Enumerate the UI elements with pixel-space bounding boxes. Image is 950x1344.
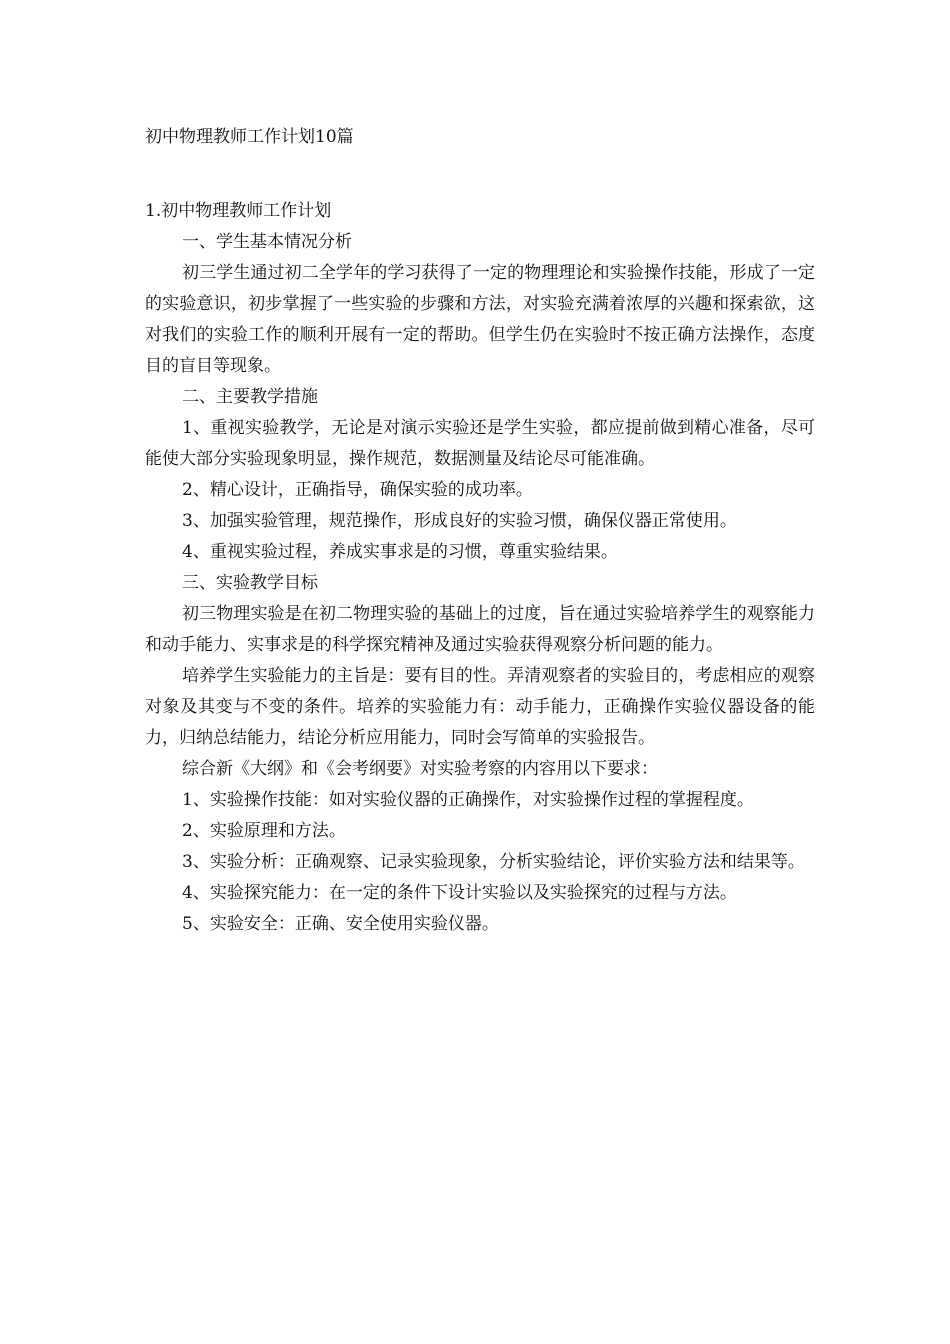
list-item: 3、加强实验管理，规范操作，形成良好的实验习惯，确保仪器正常使用。 (182, 511, 737, 531)
list-item: 3、实验分析：正确观察、记录实验现象，分析实验结论，评价实验方法和结果等。 (182, 852, 805, 872)
list-item: 4、实验探究能力：在一定的条件下设计实验以及实验探究的过程与方法。 (182, 883, 737, 903)
document-body (145, 196, 815, 940)
paragraph: 初三学生通过初二全学年的学习获得了一定的物理理论和实验操作技能，形成了一定的实验意识，初步掌握了一些实验的步骤和方法，对实验充满着浓厚的兴趣和探索欲，这对我们的实验工作的顺利开展有一定的帮助。但学生仍在实验时不按正确方法操作，态度目的盲目等现象。 (145, 263, 815, 376)
list-item: 5、实验安全：正确、安全使用实验仪器。 (182, 914, 499, 934)
document-title: 初中物理教师工作计划10篇 (145, 127, 354, 147)
subheading-teaching-goals: 三、实验教学目标 (182, 573, 318, 593)
subheading-teaching-measures: 二、主要教学措施 (182, 387, 318, 407)
list-item: 1、重视实验教学，无论是对演示实验还是学生实验，都应提前做到精心准备，尽可能使大部分实验现象明显，操作规范，数据测量及结论尽可能准确。 (145, 418, 815, 469)
paragraph: 综合新《大纲》和《会考纲要》对实验考察的内容用以下要求： (182, 759, 658, 779)
list-item: 2、实验原理和方法。 (182, 821, 346, 841)
paragraph: 培养学生实验能力的主旨是：要有目的性。弄清观察者的实验目的，考虑相应的观察对象及其变与不变的条件。培养的实验能力有：动手能力，正确操作实验仪器设备的能力，归纳总结能力，结论分析应用能力，同时会写简单的实验报告。 (145, 666, 815, 748)
list-item: 2、精心设计，正确指导，确保实验的成功率。 (182, 480, 533, 500)
list-item: 1、实验操作技能：如对实验仪器的正确操作，对实验操作过程的掌握程度。 (182, 790, 754, 810)
list-item: 4、重视实验过程，养成实事求是的习惯，尊重实验结果。 (182, 542, 618, 562)
subheading-student-analysis: 一、学生基本情况分析 (182, 232, 352, 252)
section-title: 1.初中物理教师工作计划 (145, 201, 332, 221)
paragraph: 初三物理实验是在初二物理实验的基础上的过度，旨在通过实验培养学生的观察能力和动手能力、实事求是的科学探究精神及通过实验获得观察分析问题的能力。 (145, 604, 815, 655)
